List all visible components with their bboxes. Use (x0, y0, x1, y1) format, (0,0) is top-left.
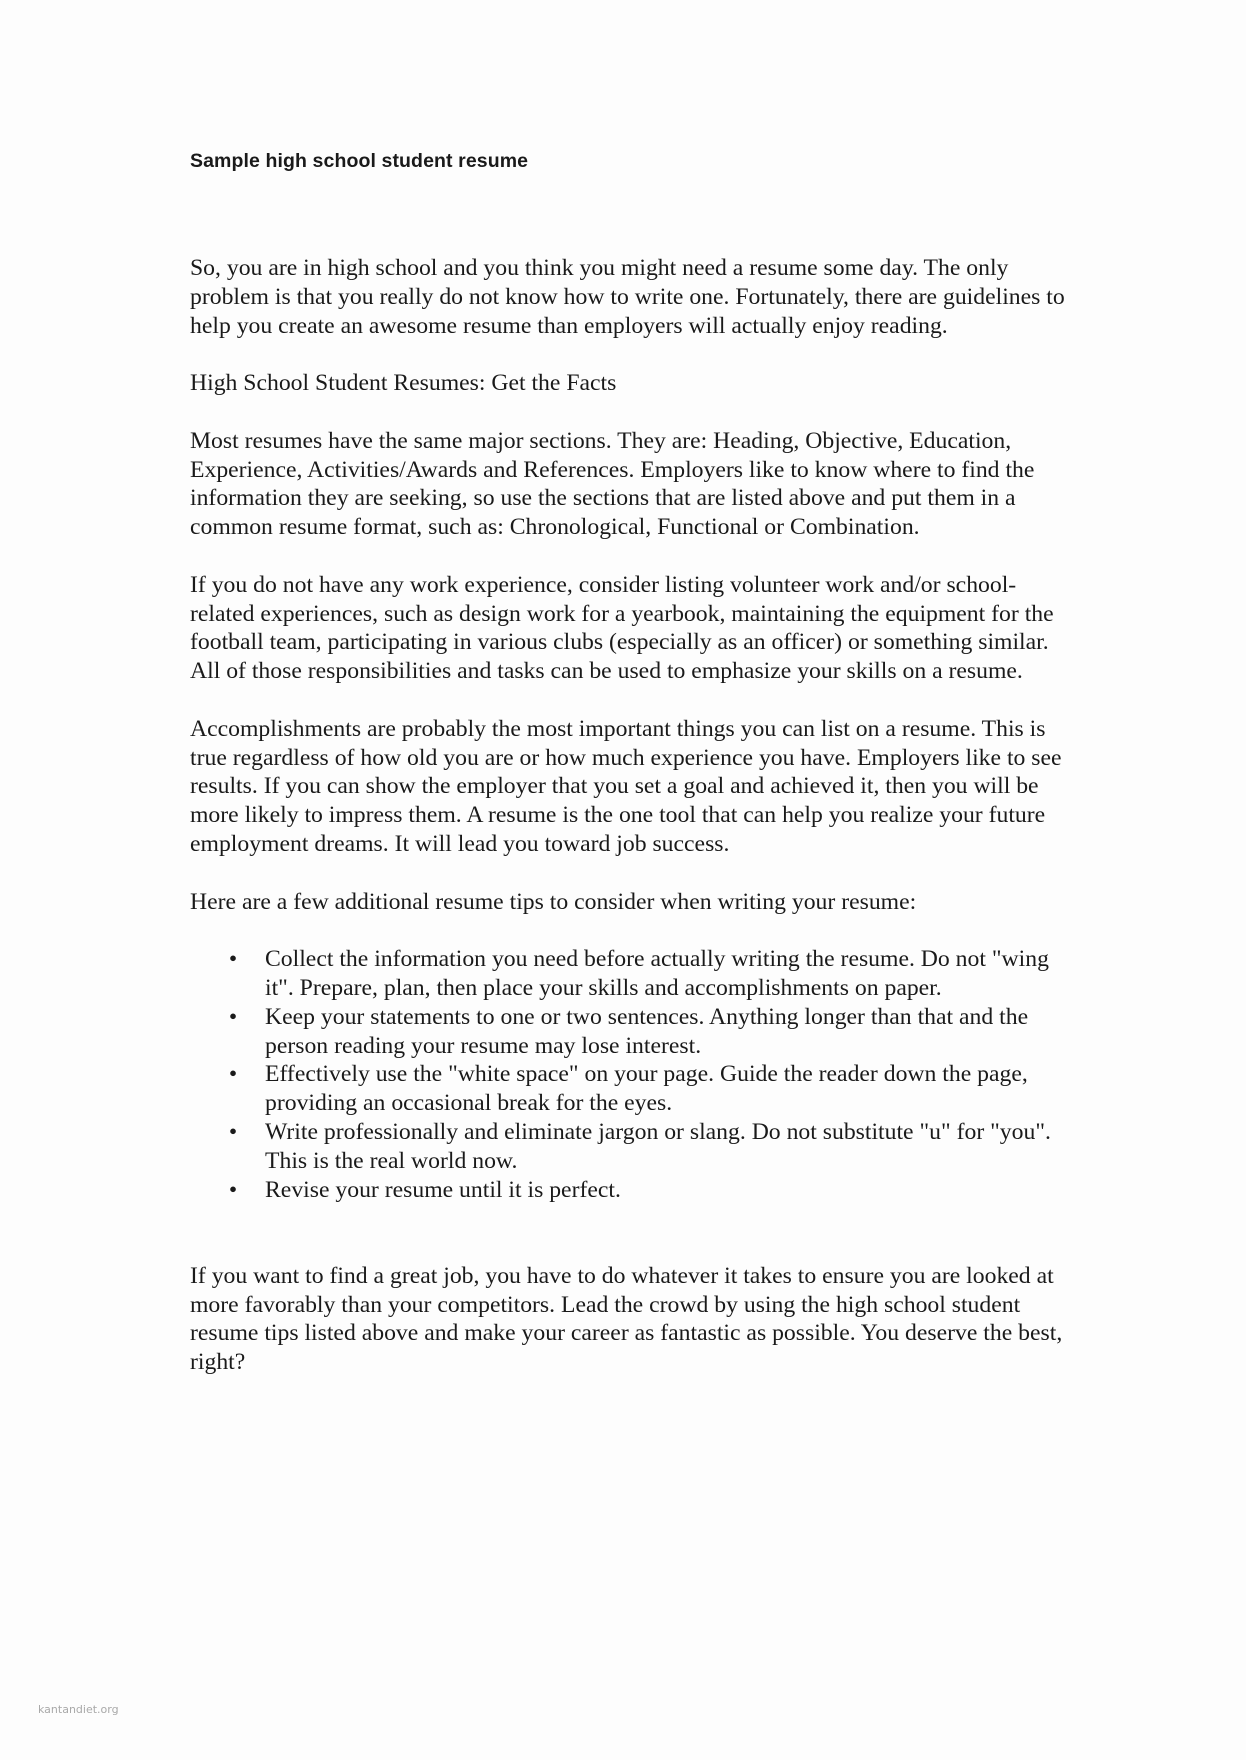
body-paragraph: If you do not have any work experience, consider listing volunteer work and/or school-related experiences, such as design work for a yearbook, maintaining the equipment for the football team, participating in various clubs (especially as an officer) or something similar. All of those responsibilities and tasks can be used to emphasize your skills on a resume. (190, 571, 1054, 685)
body-paragraph: Most resumes have the same major sections. They are: Heading, Objective, Education, Experience, Activities/Awards and References. Employers like to know where to find the information they are seeking, so use the sections that are listed above and put them in a common resume format, such as: Chronological, Functional or Combination. (190, 427, 1035, 541)
bullet-icon: • (228, 946, 238, 973)
tips-intro: Here are a few additional resume tips to consider when writing your resume: (190, 888, 917, 915)
bullet-icon: • (228, 1118, 238, 1145)
tip-text: Collect the information you need before actually writing the resume. Do not "wing it". Prepare, plan, then place your skills and accomplishments on paper. (265, 946, 1049, 1001)
section-heading: High School Student Resumes: Get the Facts (190, 370, 617, 397)
bullet-icon: • (228, 1003, 238, 1030)
tip-item (190, 1060, 1070, 1118)
bullet-icon: • (228, 1061, 238, 1088)
tip-item (190, 1003, 1070, 1061)
tip-text: Write professionally and eliminate jargon or slang. Do not substitute "u" for "you". This is the real world now. (265, 1118, 1051, 1174)
tip-text: Keep your statements to one or two sentences. Anything longer than that and the person reading your resume may lose interest. (265, 1003, 1029, 1059)
bullet-icon: • (228, 1176, 238, 1203)
body-paragraph: Accomplishments are probably the most important things you can list on a resume. This is true regardless of how old you are or how much experience you have. Employers like to see results. If you can show the employer that you set a goal and achieved it, then you will be more likely to impress them. A resume is the one tool that can help you realize your future employment dreams. It will lead you toward job success. (190, 715, 1062, 857)
intro-paragraph: So, you are in high school and you think you might need a resume some day. The only problem is that you really do not know how to write one. Fortunately, there are guidelines to help you create an awesome resume than employers will actually enjoy reading. (190, 255, 1065, 339)
tip-item (190, 1118, 1070, 1176)
document-body (190, 254, 1070, 1377)
closing-paragraph: If you want to find a great job, you have to do whatever it takes to ensure you are looked at more favorably than your competitors. Lead the crowd by using the high school student resume tips listed above and make your career as fantastic as possible. You deserve the best, right? (190, 1262, 1063, 1376)
tip-item (190, 945, 1070, 1003)
tip-text: Revise your resume until it is perfect. (265, 1176, 621, 1203)
source-watermark: kantandiet.org (38, 1703, 119, 1716)
tips-list (190, 945, 1070, 1204)
tip-item (190, 1176, 1070, 1205)
tip-text: Effectively use the "white space" on your page. Guide the reader down the page, providing an occasional break for the eyes. (265, 1061, 1028, 1117)
document-title: Sample high school student resume (190, 150, 529, 172)
